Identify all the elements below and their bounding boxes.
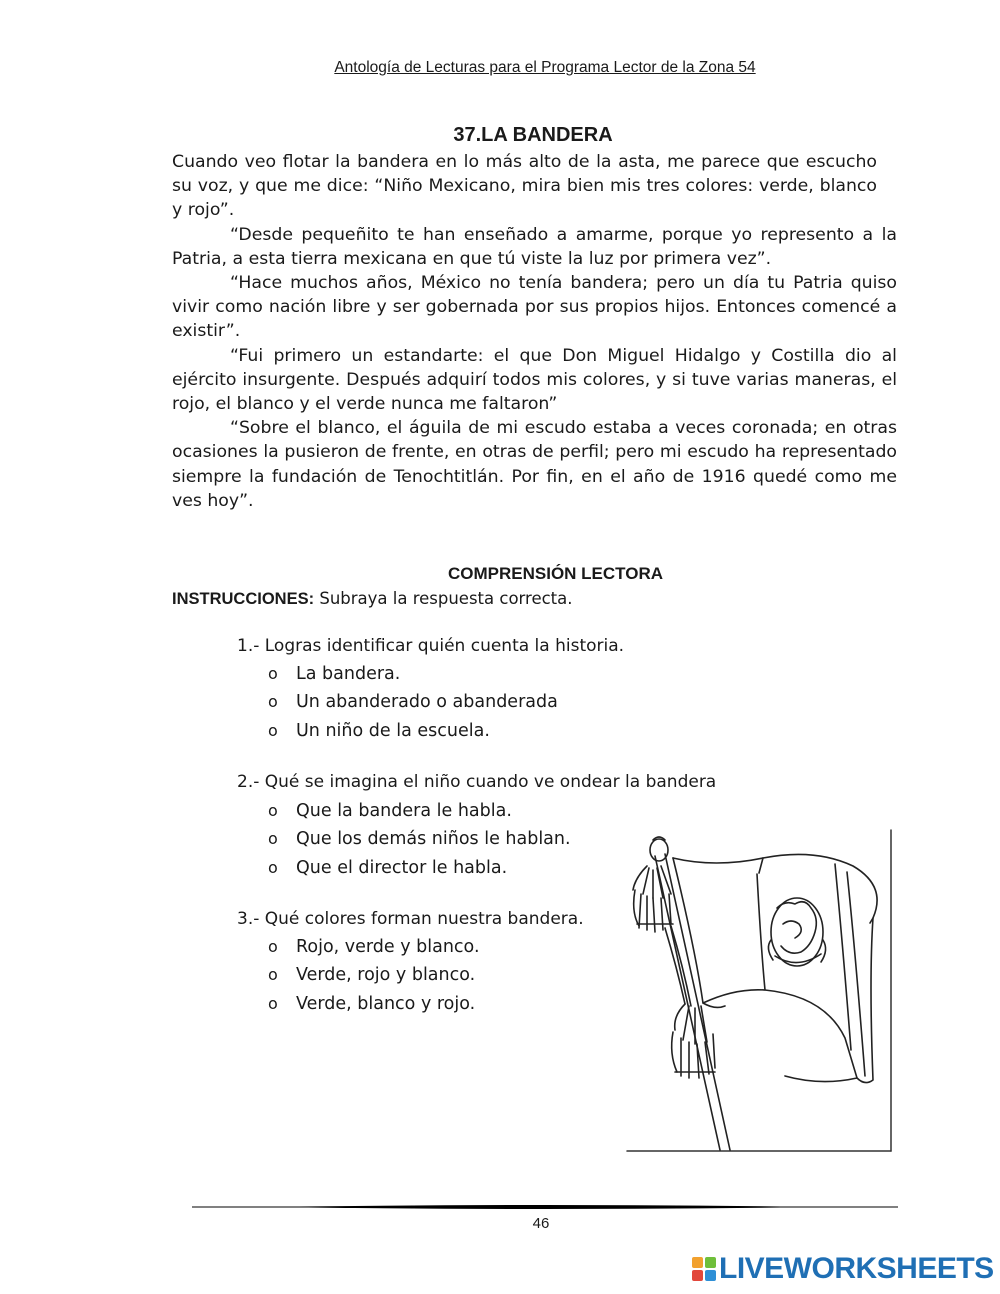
bullet-icon: o [268, 994, 278, 1013]
bullet-icon: o [268, 692, 278, 711]
story-paragraph: “Desde pequeñito te han enseñado a amarme, porque yo represento a la Patria, a esta tierra mexicana en que tú viste la luz por primera vez”. [172, 224, 897, 269]
answer-option[interactable] [268, 664, 400, 684]
bullet-icon: o [268, 829, 278, 848]
answer-option[interactable] [268, 829, 571, 849]
bullet-icon: o [268, 965, 278, 984]
story-paragraph: “Sobre el blanco, el águila de mi escudo estaba a veces coronada; en otras ocasiones la pusieron de frente, en otras de perfil; pero mi escudo ha representado siempre la fundación de Tenochtitlán. Por fin, en el año de 1916 quedé como me ves hoy”. [172, 418, 897, 511]
instructions-label: INSTRUCCIONES: [172, 590, 315, 608]
answer-option[interactable] [268, 937, 480, 957]
option-label: Que los demás niños le hablan. [296, 829, 571, 849]
instructions-text: Subraya la respuesta correcta. [319, 589, 573, 608]
answer-option[interactable] [268, 721, 490, 741]
liveworksheets-logo-icon [691, 1256, 717, 1282]
question-3: 3.- Qué colores forman nuestra bandera. [237, 909, 584, 929]
liveworksheets-watermark[interactable] [691, 1254, 994, 1284]
running-header: Antología de Lecturas para el Programa Lector de la Zona 54 [334, 59, 756, 76]
story-title: 37.LA BANDERA [453, 124, 613, 146]
bullet-icon: o [268, 664, 278, 683]
story-paragraph: “Fui primero un estandarte: el que Don Miguel Hidalgo y Costilla dio al ejército insurgente. Después adquirí todos mis colores, y si tuve varias maneras, el rojo, el blanco y el verde nunca me faltaron” [172, 345, 897, 415]
flag-illustration [625, 828, 893, 1153]
option-label: Un niño de la escuela. [296, 721, 490, 741]
page-number: 46 [532, 1215, 550, 1232]
option-label: Que el director le habla. [296, 858, 508, 878]
option-label: La bandera. [296, 664, 401, 684]
answer-option[interactable] [268, 994, 475, 1014]
option-label: Rojo, verde y blanco. [296, 937, 480, 957]
bullet-icon: o [268, 937, 278, 956]
footer-rule [192, 1205, 898, 1209]
brand-name: LIVEWORKSHEETS [719, 1252, 994, 1285]
bullet-icon: o [268, 801, 278, 820]
answer-option[interactable] [268, 801, 512, 821]
option-label: Que la bandera le habla. [296, 801, 512, 821]
answer-option[interactable] [268, 965, 475, 985]
option-label: Verde, blanco y rojo. [296, 994, 476, 1014]
story-body [172, 150, 897, 513]
answer-option[interactable] [268, 692, 558, 712]
answer-option[interactable] [268, 858, 507, 878]
option-label: Verde, rojo y blanco. [296, 965, 476, 985]
instructions [172, 589, 573, 609]
comprehension-title: COMPRENSIÓN LECTORA [448, 564, 664, 583]
question-2: 2.- Qué se imagina el niño cuando ve ondear la bandera [237, 772, 717, 792]
bullet-icon: o [268, 858, 278, 877]
question-1: 1.- Logras identificar quién cuenta la historia. [237, 636, 625, 656]
story-paragraph: “Hace muchos años, México no tenía bandera; pero un día tu Patria quiso vivir como nación libre y ser gobernada por sus propios hijos. Entonces comencé a existir”. [172, 273, 897, 342]
option-label: Un abanderado o abanderada [296, 692, 558, 712]
story-paragraph: Cuando veo flotar la bandera en lo más alto de la asta, me parece que escucho su voz, y que me dice: “Niño Mexicano, mira bien mis tres colores: verde, blanco y rojo”. [172, 152, 877, 221]
bullet-icon: o [268, 721, 278, 740]
